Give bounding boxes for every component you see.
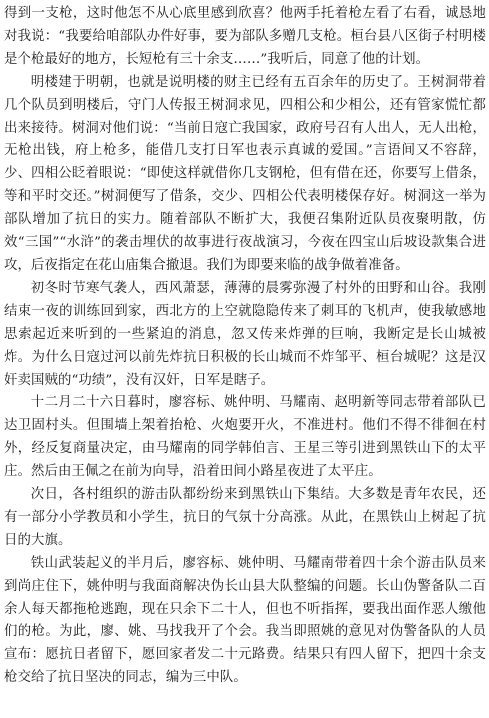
paragraph-4: 十二月二十六日暮时，廖容标、姚仲明、马耀南、赵明新等同志带着部队已达卫固村头。但围墙上架着抬枪、火炮要开火，不准进村。他们不得不徘徊在村外，经反复商量决定，由马耀南的同学韩伯言、王星三等引进到黑铁山下的太平庄。然后由王佩之在前为向导，沿着田间小路星夜进了太平庄。	[4, 395, 486, 480]
paragraph-1: 得到一支枪，这时他怎不从心底里感到欣喜？他两手托着枪左看了右看，诚恳地对我说：“我要给咱部队办件好事，要为部队多赠几支枪。桓台县八区街子村明楼是个枪最好的地方，长短枪有三十余支……”我听后，同意了他的计划。	[4, 6, 486, 67]
paragraph-3: 初冬时节寒气袭人，西风萧瑟，薄薄的晨雾弥漫了村外的田野和山谷。我刚结束一夜的训练回到家，西北方的上空就隐隐传来了刺耳的飞机声，使我敏感地思索起近来听到的一些紧迫的消息，忽又传来炸弹的巨响，我断定是长山城被炸。为什么日寇过河以前先炸抗日积极的长山城而不炸邹平、桓台城呢？这是汉奸卖国贼的“功绩”，没有汉奸，日军是瞎子。	[4, 280, 486, 388]
paragraph-6: 铁山武装起义的半月后，廖容标、姚仲明、马耀南带着四十余个游击队员来到尚庄住下，姚仲明与我面商解决伪长山县大队整编的问题。长山伪警备队二百余人每天都拖枪逃跑，现在只余下二十人，但也不听指挥，要我出面作恶人缴他们的枪。为此，廖、姚、马找我开了个会。我当即照姚的意见对伪警备队的人员宣布：愿抗日者留下，愿回家者发二十元路费。结果只有四人留下，把四十余支枪交给了抗日坚决的同志，编为三中队。	[4, 555, 486, 686]
document-page	[4, 3, 486, 715]
paragraph-2: 明楼建于明朝，也就是说明楼的财主已经有五百余年的历史了。王树洞带着几个队员到明楼后，守门人传报王树洞求见，四相公和少相公，还有管家慌忙都出来接待。树洞对他们说：“当前日寇亡我国家，政府号召有人出人，无人出枪，无枪出钱，府上枪多，能借几支打日军也表示真诚的爱国。”言语间又不容辞，少、四相公眨着眼说：“即使这样就借你几支钢枪，但有借在还，你要写上借条，等和平时交还。”树洞便写了借条，交少、四相公代表明楼保存好。树洞这一举为部队增加了抗日的实力。随着部队不断扩大，我便召集附近队员夜聚明散，仿效“三国”“水浒”的袭击埋伏的故事进行夜战演习，今夜在四宝山后坡设款集合进攻，后夜指定在花山庙集合撤退。我们为即要来临的战争做着准备。	[4, 74, 486, 273]
paragraph-5: 次日，各村组织的游击队都纷纷来到黑铁山下集结。大多数是青年农民，还有一部分小学教员和小学生，抗日的气氛十分高涨。从此，在黑铁山上树起了抗日的大旗。	[4, 487, 486, 548]
